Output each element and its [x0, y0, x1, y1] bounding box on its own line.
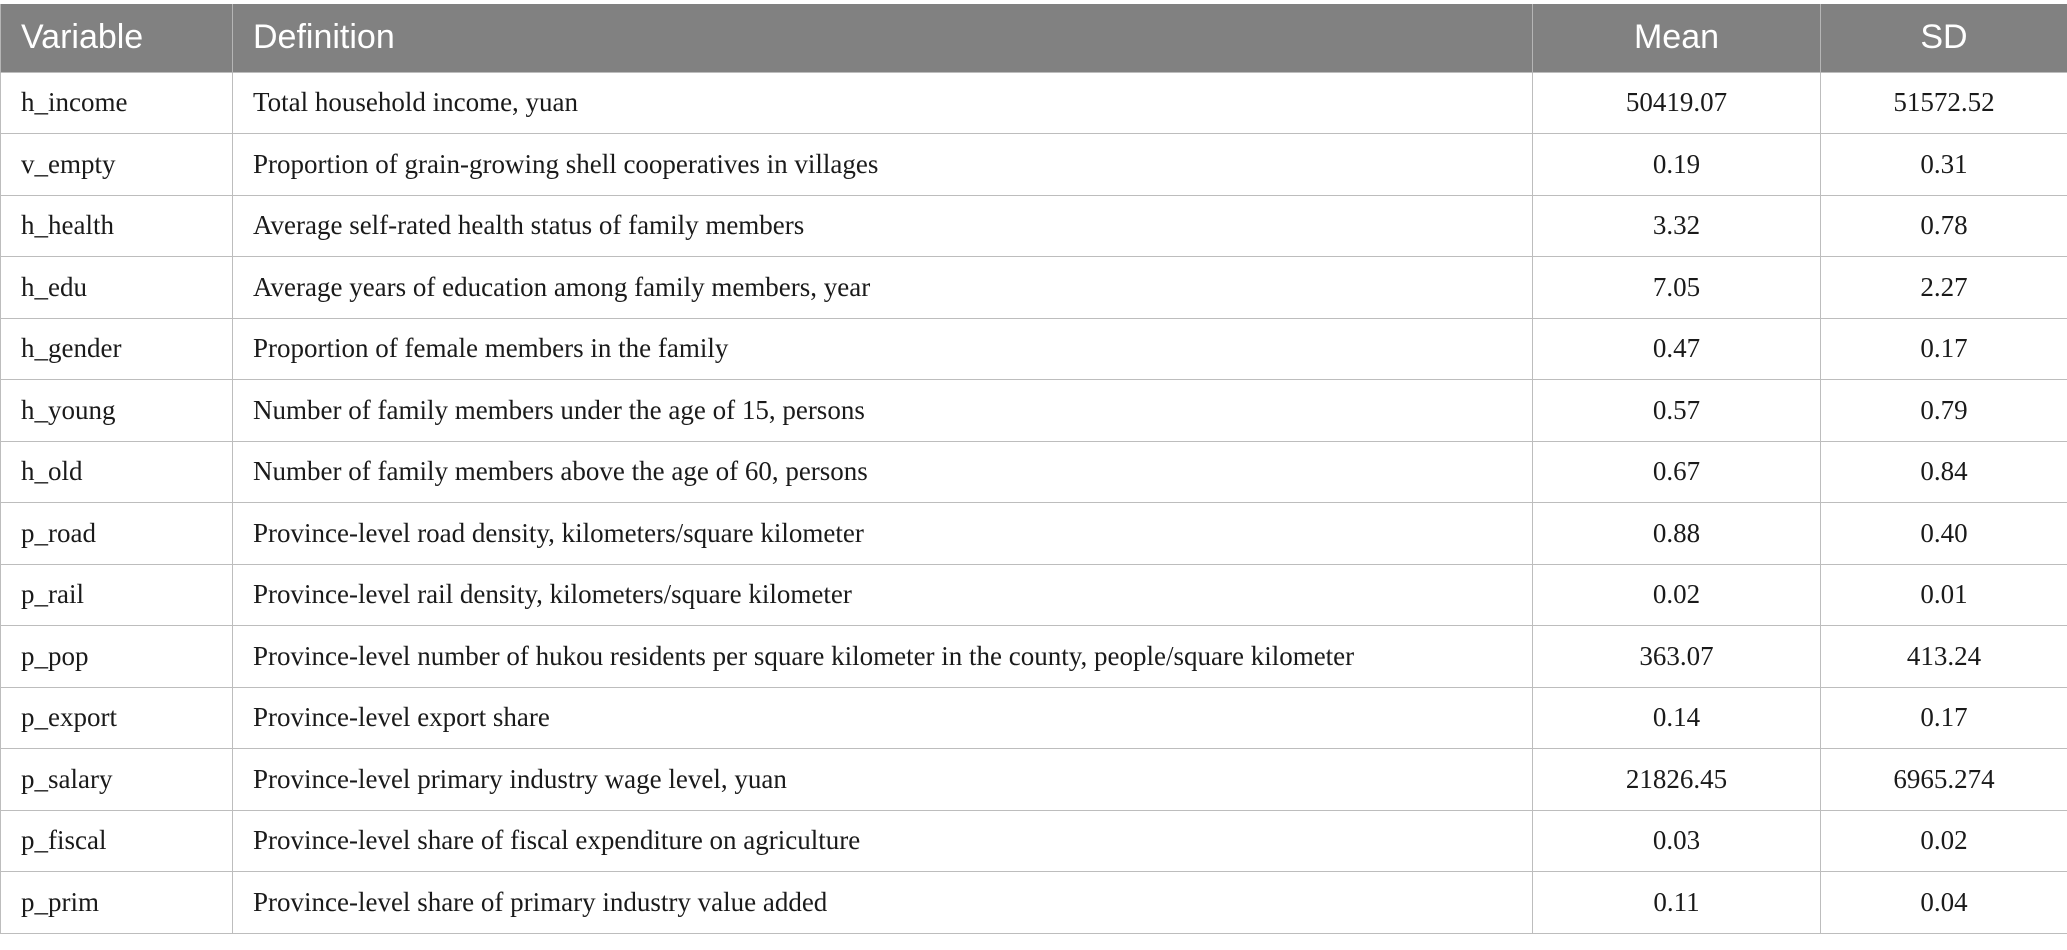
- variable-table-container: [0, 4, 2067, 934]
- cell-definition: Number of family members above the age of 60, persons: [233, 441, 1533, 503]
- cell-sd: 0.17: [1821, 687, 2067, 749]
- table-row: [1, 195, 2067, 257]
- cell-definition: Province-level share of primary industry value added: [233, 872, 1533, 934]
- cell-sd: 0.01: [1821, 564, 2067, 626]
- cell-sd: 0.17: [1821, 318, 2067, 380]
- cell-mean: 50419.07: [1533, 72, 1821, 134]
- variable-table: [0, 4, 2067, 934]
- cell-variable: h_income: [1, 72, 233, 134]
- cell-definition: Province-level export share: [233, 687, 1533, 749]
- cell-variable: h_old: [1, 441, 233, 503]
- cell-variable: v_empty: [1, 134, 233, 196]
- cell-variable: h_health: [1, 195, 233, 257]
- table-row: [1, 441, 2067, 503]
- cell-definition: Province-level road density, kilometers/square kilometer: [233, 503, 1533, 565]
- table-row: [1, 503, 2067, 565]
- cell-mean: 0.19: [1533, 134, 1821, 196]
- table-row: [1, 872, 2067, 934]
- cell-sd: 6965.274: [1821, 749, 2067, 811]
- cell-variable: p_prim: [1, 872, 233, 934]
- table-body: [1, 72, 2067, 933]
- cell-sd: 0.04: [1821, 872, 2067, 934]
- cell-sd: 0.40: [1821, 503, 2067, 565]
- cell-variable: p_pop: [1, 626, 233, 688]
- cell-variable: h_edu: [1, 257, 233, 319]
- cell-definition: Province-level rail density, kilometers/square kilometer: [233, 564, 1533, 626]
- table-row: [1, 564, 2067, 626]
- cell-variable: p_fiscal: [1, 810, 233, 872]
- cell-definition: Province-level primary industry wage level, yuan: [233, 749, 1533, 811]
- cell-mean: 0.67: [1533, 441, 1821, 503]
- cell-sd: 0.02: [1821, 810, 2067, 872]
- cell-sd: 51572.52: [1821, 72, 2067, 134]
- cell-mean: 0.14: [1533, 687, 1821, 749]
- cell-mean: 21826.45: [1533, 749, 1821, 811]
- table-row: [1, 626, 2067, 688]
- cell-variable: p_salary: [1, 749, 233, 811]
- cell-mean: 0.02: [1533, 564, 1821, 626]
- table-row: [1, 134, 2067, 196]
- cell-definition: Number of family members under the age of 15, persons: [233, 380, 1533, 442]
- cell-mean: 363.07: [1533, 626, 1821, 688]
- cell-sd: 0.84: [1821, 441, 2067, 503]
- table-header: [1, 4, 2067, 72]
- cell-definition: Total household income, yuan: [233, 72, 1533, 134]
- header-mean: Mean: [1533, 4, 1821, 72]
- cell-mean: 0.11: [1533, 872, 1821, 934]
- table-row: [1, 749, 2067, 811]
- cell-definition: Proportion of grain-growing shell cooperatives in villages: [233, 134, 1533, 196]
- table-row: [1, 810, 2067, 872]
- header-row: [1, 4, 2067, 72]
- cell-sd: 2.27: [1821, 257, 2067, 319]
- cell-sd: 0.31: [1821, 134, 2067, 196]
- cell-variable: p_rail: [1, 564, 233, 626]
- cell-definition: Average years of education among family members, year: [233, 257, 1533, 319]
- cell-mean: 7.05: [1533, 257, 1821, 319]
- cell-variable: h_gender: [1, 318, 233, 380]
- table-row: [1, 687, 2067, 749]
- header-definition: Definition: [233, 4, 1533, 72]
- cell-mean: 0.03: [1533, 810, 1821, 872]
- cell-variable: h_young: [1, 380, 233, 442]
- cell-definition: Province-level share of fiscal expenditure on agriculture: [233, 810, 1533, 872]
- cell-definition: Province-level number of hukou residents per square kilometer in the county, people/square kilometer: [233, 626, 1533, 688]
- table-row: [1, 318, 2067, 380]
- cell-mean: 0.47: [1533, 318, 1821, 380]
- cell-sd: 413.24: [1821, 626, 2067, 688]
- table-row: [1, 72, 2067, 134]
- header-sd: SD: [1821, 4, 2067, 72]
- cell-sd: 0.78: [1821, 195, 2067, 257]
- table-row: [1, 257, 2067, 319]
- cell-mean: 0.88: [1533, 503, 1821, 565]
- cell-sd: 0.79: [1821, 380, 2067, 442]
- header-variable: Variable: [1, 4, 233, 72]
- cell-definition: Average self-rated health status of family members: [233, 195, 1533, 257]
- cell-variable: p_road: [1, 503, 233, 565]
- cell-definition: Proportion of female members in the family: [233, 318, 1533, 380]
- cell-variable: p_export: [1, 687, 233, 749]
- cell-mean: 3.32: [1533, 195, 1821, 257]
- table-row: [1, 380, 2067, 442]
- cell-mean: 0.57: [1533, 380, 1821, 442]
